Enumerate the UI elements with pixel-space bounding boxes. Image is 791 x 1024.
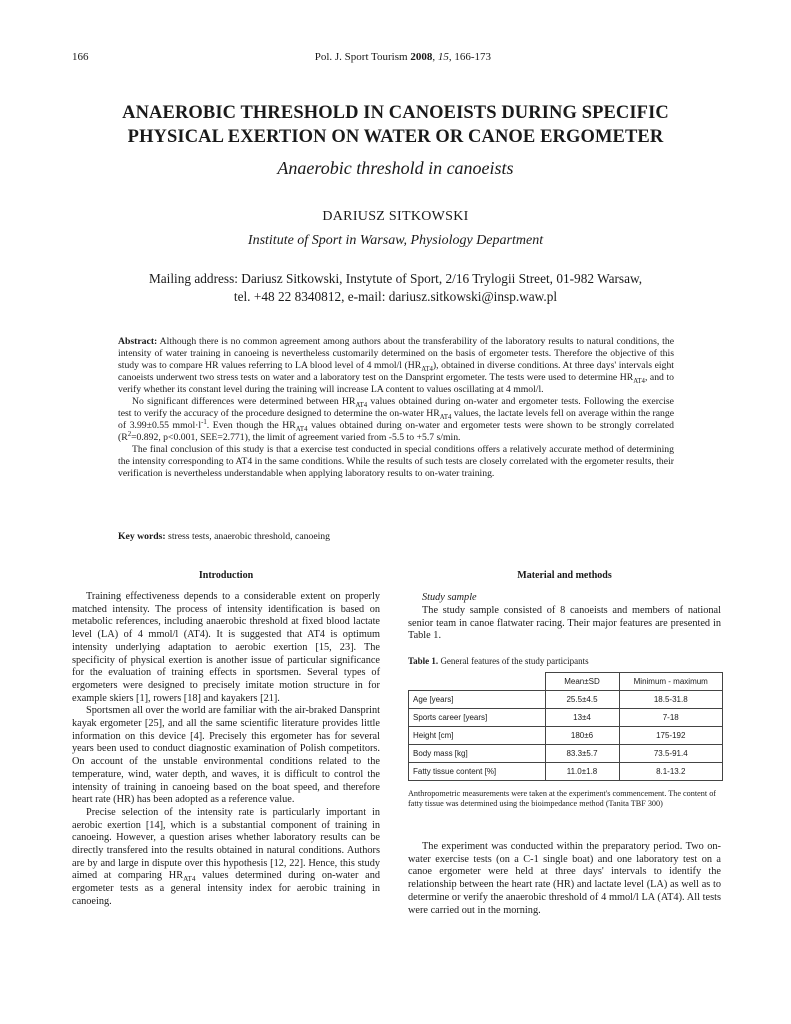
mailing-line-1: Mailing address: Dariusz Sitkowski, Instytute of Sport, 2/16 Trylogii Street, 01-982 Warsaw, — [148, 271, 643, 286]
table-cell: 25.5±4.5 — [545, 691, 619, 709]
keywords-label: Key words: — [118, 531, 166, 542]
subscript: AT4 — [439, 413, 452, 421]
subscript: AT4 — [421, 365, 433, 373]
table-header-cell: Mean±SD — [545, 673, 619, 691]
table-row-label: Sports career [years] — [409, 709, 546, 727]
abstract-text: , and to verify whether its constant level during the training will increase LA content to values oscillating at 4 mmol/l. — [118, 372, 674, 395]
table-header-row — [409, 673, 723, 691]
methods-paragraph-1 — [408, 605, 721, 643]
methods-paragraph-2 — [408, 841, 721, 917]
table-row — [409, 763, 723, 781]
table-row-label: Height [cm] — [409, 727, 546, 745]
intro-paragraph-2: Sportsmen all over the world are familiar with the air-braked Dansprint kayak ergometer [25], and all the same scientific literature provides little information on this device [4]. Precisely this ergometer has for several years been used to conduct diagnostic examination of Polish competitors. On account of the unstable environmental conditions related to the temperature, wind, water depth, and waves, it is difficult to control the intensity of training in canoeing based on the boat speed, and therefore heart rate (HR) has been adopted as a reference value. — [72, 705, 380, 806]
keywords — [118, 531, 674, 542]
abstract-text: ), obtained in diverse conditions. At three days' intervals eight canoeists underwent two stress tests on water and a laboratory test on the Dansprint ergometer. The tests were used to determine HR — [118, 360, 674, 383]
intro-paragraph-1: Training effectiveness depends to a considerable extent on properly matched intensity. The process of intensity identification is based on metabolic references, including anaerobic threshold at fixed blood lactate level (LA) of 4 mmol/l (AT4). It is suggested that AT4 is optimum intensity underlying adaptation to aerobic exertion [15, 23]. The specificity of physical exertion is another issue of particular significance for the evaluation of training effects in sportsmen. Several types of ergometers were designed to precisely imitate motion structure in for example skiers [1], rowers [18] and kayakers [21]. — [72, 591, 380, 704]
abstract-label: Abstract: — [118, 336, 158, 347]
intro-text: Precise selection of the intensity rate is particularly important in aerobic exertion [14], which is a substantial component of training in canoeing. However, a question arises whether laboratory results can be directly transfered into the results obtained in natural conditions. Authors are by and large in dispute over this hypothesis [12, 22]. Hence, this study aimed at comparing HR — [72, 806, 380, 882]
introduction-body — [72, 591, 380, 909]
abstract-paragraph-2 — [118, 396, 674, 444]
table-cell: 11.0±1.8 — [545, 763, 619, 781]
page-number: 166 — [72, 51, 89, 63]
subscript: AT4 — [633, 377, 645, 385]
abstract-text: No significant differences were determined between HR — [132, 396, 356, 407]
methods-heading: Material and methods — [517, 570, 612, 581]
table-cell: 73.5-91.4 — [619, 745, 723, 763]
paper-subtitle: Anaerobic threshold in canoeists — [277, 158, 514, 178]
table-caption-text: General features of the study participants — [440, 656, 589, 666]
paper-title — [0, 101, 791, 149]
table-cell: 83.3±5.7 — [545, 745, 619, 763]
author-institution: Institute of Sport in Warsaw, Physiology Department — [247, 233, 544, 248]
table-cell: 7-18 — [619, 709, 723, 727]
table-row-label: Age [years] — [409, 691, 546, 709]
study-sample-subheading: Study sample — [422, 592, 477, 603]
subscript: AT4 — [295, 425, 308, 433]
table-cell: 13±4 — [545, 709, 619, 727]
abstract-paragraph-3: The final conclusion of this study is that a exercise test conducted in special conditions offers a relatively accurate method of determining the intensity corresponding to AT4 in the same conditions. While the results of such tests are closely correlated with the ergometer results, their verification is nevertheless understandable when applying laboratory results to on-water training. — [118, 444, 674, 479]
superscript: 2 — [127, 430, 132, 438]
table-note: Anthropometric measurements were taken at the experiment's commencement. The content of fatty tissue was determined using the bioimpedance method (Tanita TBF 300) — [408, 789, 717, 808]
abstract — [118, 336, 674, 480]
table-cell: 18.5-31.8 — [619, 691, 723, 709]
journal-pages: 166-173 — [454, 51, 491, 63]
abstract-text: =0.892, p<0.001, SEE=2.771), the limit of agreement varied from -5.5 to +5.7 s/min. — [131, 432, 461, 443]
subscript: AT4 — [183, 875, 196, 884]
title-line-2: PHYSICAL EXERTION ON WATER OR CANOE ERGOMETER — [127, 127, 664, 147]
methods-text: The study sample consisted of 8 canoeists and members of national senior team in canoe flatwater racing. Their major features are presented in Table 1. — [408, 605, 721, 642]
participants-table — [408, 672, 723, 781]
journal-name: Pol. J. Sport Tourism — [314, 51, 408, 63]
mailing-address — [0, 270, 791, 306]
table-row — [409, 727, 723, 745]
journal-year: 2008 — [410, 51, 433, 63]
superscript: -1 — [201, 418, 207, 426]
abstract-text: values, the lactate levels fell on average within the range of 3.99±0.55 mmol·l — [118, 408, 674, 431]
intro-text: values determined during on-water and ergometer tests as a general intensity index for aerobic training in canoeing. — [72, 870, 380, 907]
journal-volume: 15 — [437, 51, 449, 63]
mailing-line-2: tel. +48 22 8340812, e-mail: dariusz.sitkowski@insp.waw.pl — [233, 289, 558, 304]
title-line-1: ANAEROBIC THRESHOLD IN CANOEISTS DURING SPECIFIC — [122, 103, 669, 123]
abstract-text: Although there is no common agreement among authors about the transferability of the laboratory results to natural conditions, the intensity of water training in canoeing is nevertheless customarily determined on the basis of ergometer tests. Therefore the objective of this study was to compare HR values referring to LA blood level of 4 mmol/l (HR — [118, 336, 674, 371]
table-row — [409, 745, 723, 763]
journal-citation: Pol. J. Sport Tourism 2008, 15, 166-173 — [314, 51, 491, 63]
table-cell: 175-192 — [619, 727, 723, 745]
methods-text: The experiment was conducted within the preparatory period. Two on-water exercise tests (on a C-1 single boat) and one laboratory test on a canoe ergometer were held at three days' intervals to identify the relationship between the heart rate (HR) and lactate level (LA) as well as to determine or verify the anaerobic threshold of 4 mmol/l LA (AT4). All tests were carried out in the morning. — [408, 841, 721, 916]
table-row-label: Body mass [kg] — [409, 745, 546, 763]
abstract-text: . Even though the HR — [206, 420, 296, 431]
table-label: Table 1. — [408, 656, 439, 666]
table-cell: 180±6 — [545, 727, 619, 745]
table-cell: 8.1-13.2 — [619, 763, 723, 781]
table-header-cell: Minimum - maximum — [619, 673, 723, 691]
table-row — [409, 709, 723, 727]
table-row — [409, 691, 723, 709]
abstract-paragraph-1 — [118, 336, 674, 396]
keywords-text: stress tests, anaerobic threshold, canoeing — [168, 531, 330, 542]
author-name: DARIUSZ SITKOWSKI — [322, 209, 469, 224]
table-caption — [408, 656, 589, 666]
table-row-label: Fatty tissue content [%] — [409, 763, 546, 781]
subscript: AT4 — [355, 401, 368, 409]
introduction-heading: Introduction — [198, 570, 254, 581]
table-corner-cell — [409, 673, 546, 691]
intro-paragraph-3 — [72, 807, 380, 909]
abstract-text: values obtained during on-water and ergometer tests were shown to be strongly correlated (R — [118, 420, 675, 443]
abstract-text: values obtained during on-water and ergometer tests. Following the exercise test to verify the accuracy of the procedure designed to determine the on-water HR — [118, 396, 674, 419]
